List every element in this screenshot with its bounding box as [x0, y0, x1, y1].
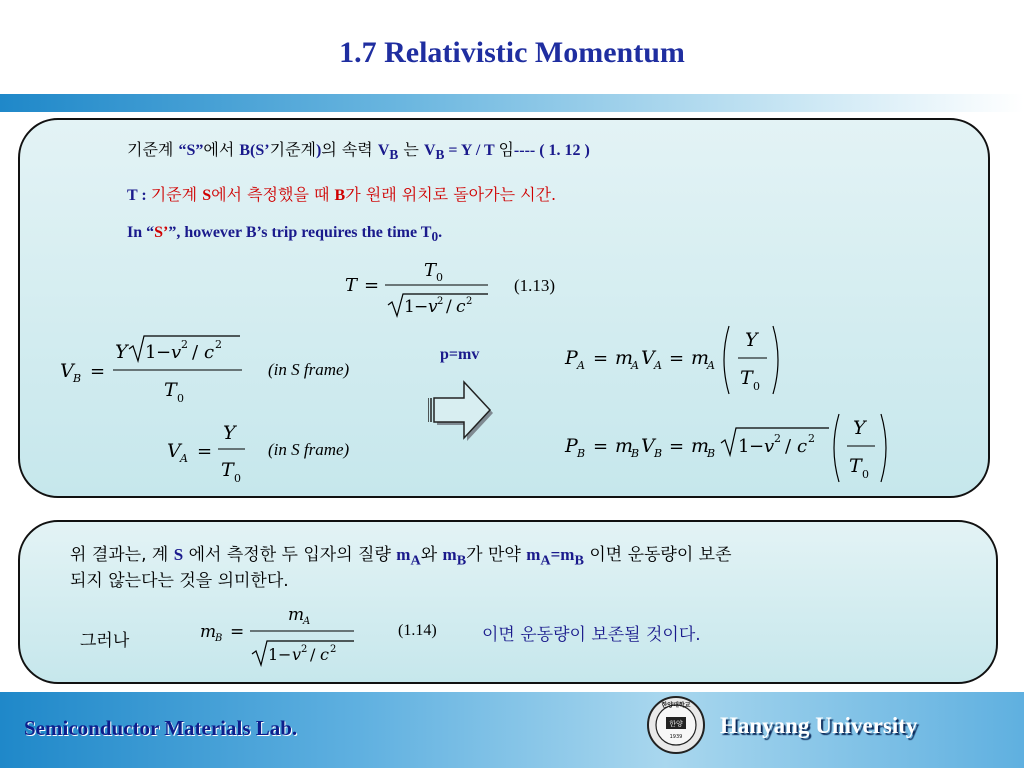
title-divider-bar [0, 94, 1024, 112]
svg-text:2: 2 [808, 432, 815, 445]
line-mass-statement-cont: 되지 않는다는 것을 의미한다. [70, 571, 289, 591]
svg-text:v: v [171, 342, 182, 363]
svg-text:한양대학교: 한양대학교 [661, 702, 691, 709]
line-mass-statement: 위 결과는, 계 S 에서 측정한 두 입자의 질량 $m_A$와 $m_B$가 만약 $m_A=m_B$ 이면 운동량이 보존 [70, 545, 732, 569]
svg-text:B: B [631, 447, 640, 460]
svg-text:T: T [740, 367, 753, 389]
svg-text:=: = [230, 622, 245, 642]
svg-text:P: P [565, 435, 578, 457]
svg-text:0: 0 [177, 392, 184, 405]
svg-text:2: 2 [215, 338, 222, 351]
line-trip-time: In “S’”, however B’s trip requires the time $T_0$. [127, 224, 443, 245]
line-time-definition: T : 기준계 S에서 측정했을 때 B가 원래 위치로 돌아가는 시간. [127, 185, 557, 204]
svg-text:c: c [456, 297, 466, 317]
svg-text:m: m [691, 435, 710, 457]
slide-title: 1.7 Relativistic Momentum [339, 36, 685, 69]
svg-text:0: 0 [436, 271, 443, 284]
svg-text:A: A [303, 616, 311, 627]
svg-text:m: m [200, 622, 217, 642]
lab-name: Semiconductor Materials Lab. [24, 716, 298, 740]
equation-1-14-label: (1.14) [398, 622, 437, 639]
svg-text:B: B [654, 447, 663, 460]
svg-text:2: 2 [181, 338, 188, 351]
svg-text:=: = [593, 348, 609, 369]
svg-text:=: = [90, 361, 106, 382]
svg-text:0: 0 [753, 380, 760, 393]
equation-1-14 [198, 604, 358, 673]
svg-text:=: = [669, 436, 685, 457]
svg-text:1: 1 [145, 342, 157, 363]
svg-text:Y: Y [745, 329, 758, 351]
equation-1-13-label: (1.13) [514, 276, 556, 295]
svg-text:/: / [310, 645, 316, 664]
equation-va [165, 420, 255, 495]
va-frame-label: (in S frame) [268, 440, 350, 459]
conservation-conclusion: 이면 운동량이 보존될 것이다. [482, 625, 701, 645]
but-label: 그러나 [80, 631, 130, 651]
svg-text:m: m [615, 435, 634, 457]
svg-text:−: − [278, 645, 292, 664]
svg-text:V: V [60, 360, 74, 382]
vb-frame-label: (in S frame) [268, 360, 350, 379]
svg-text:/: / [446, 297, 452, 317]
svg-text:A: A [707, 359, 715, 372]
svg-text:Y: Y [223, 422, 236, 444]
svg-text:=: = [364, 275, 380, 296]
svg-text:1939: 1939 [669, 734, 683, 740]
svg-text:A: A [654, 359, 662, 372]
svg-text:−: − [749, 436, 765, 457]
svg-text:/: / [192, 342, 199, 363]
svg-text:2: 2 [330, 644, 337, 655]
svg-text:0: 0 [862, 468, 869, 481]
svg-text:V: V [641, 435, 655, 457]
svg-text:T: T [164, 379, 177, 401]
svg-text:0: 0 [234, 472, 241, 485]
svg-text:=: = [593, 436, 609, 457]
svg-text:v: v [764, 436, 775, 457]
line-velocity-definition: 기준계 “S”에서 B(S’기준계)의 속력 $V_B$ 는 $V_B = Y / T$ 임---- ( 1. 12 ) [127, 140, 590, 163]
equation-vb [58, 328, 258, 415]
svg-text:A: A [577, 359, 585, 372]
equation-pb [563, 410, 893, 493]
svg-text:−: − [414, 297, 429, 317]
svg-text:T: T [345, 275, 358, 296]
svg-text:v: v [428, 297, 438, 317]
svg-text:=: = [669, 348, 685, 369]
svg-text:m: m [615, 347, 634, 369]
svg-text:=: = [197, 441, 213, 462]
momentum-formula-label: p=mv [440, 346, 480, 363]
svg-text:한양: 한양 [669, 720, 683, 728]
svg-text:1: 1 [404, 297, 415, 317]
university-seal-icon [646, 695, 706, 755]
equation-pa [563, 322, 793, 405]
university-name: Hanyang University [720, 713, 918, 738]
svg-text:T: T [424, 260, 437, 281]
svg-text:c: c [320, 645, 329, 664]
svg-text:A: A [180, 452, 188, 465]
svg-text:m: m [288, 605, 305, 625]
svg-text:V: V [641, 347, 655, 369]
svg-text:2: 2 [301, 644, 308, 655]
svg-text:1: 1 [738, 436, 750, 457]
svg-text:2: 2 [466, 296, 473, 307]
svg-text:c: c [797, 436, 808, 457]
svg-text:B: B [73, 372, 82, 385]
arrow-right-icon [428, 376, 494, 446]
svg-text:/: / [785, 436, 792, 457]
svg-text:P: P [565, 347, 578, 369]
svg-text:V: V [167, 440, 181, 462]
svg-text:−: − [156, 342, 172, 363]
svg-text:c: c [204, 342, 215, 363]
svg-text:2: 2 [774, 432, 781, 445]
svg-text:Y: Y [853, 417, 866, 439]
svg-text:T: T [221, 459, 234, 481]
svg-text:2: 2 [437, 296, 444, 307]
svg-text:A: A [631, 359, 639, 372]
svg-text:1: 1 [268, 645, 279, 664]
svg-text:B: B [707, 447, 716, 460]
svg-text:v: v [292, 645, 302, 664]
svg-text:T: T [849, 455, 862, 477]
svg-text:B: B [577, 447, 586, 460]
svg-text:B: B [215, 633, 223, 644]
svg-text:m: m [691, 347, 710, 369]
svg-text:Y: Y [115, 341, 128, 363]
equation-1-13 [342, 258, 502, 325]
